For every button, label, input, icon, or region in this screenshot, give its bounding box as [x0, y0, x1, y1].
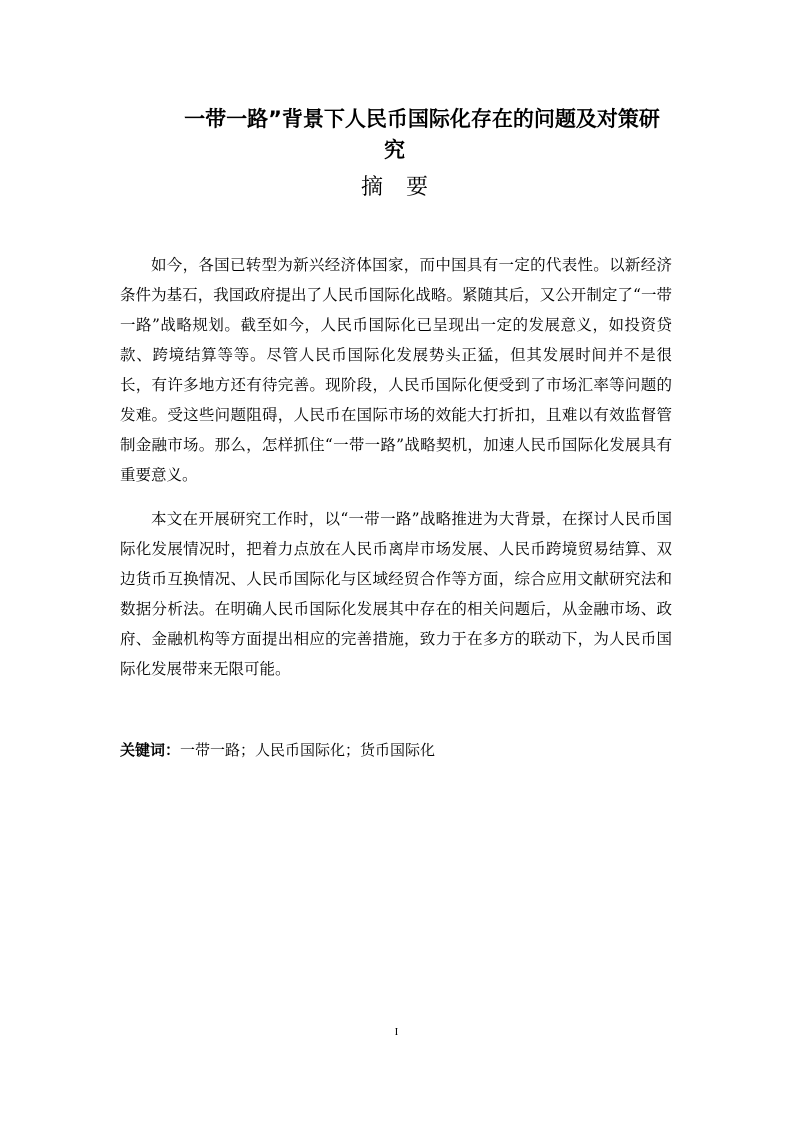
keywords-value: 一带一路；人民币国际化；货币国际化 [180, 741, 436, 759]
keywords-label: 关键词： [120, 741, 181, 759]
document-title [172, 104, 672, 166]
page-number: I [394, 1026, 399, 1038]
title-line-1: 一带一路”背景下人民币国际化存在的问题及对策研 [184, 107, 660, 131]
title-line-2: 究 [384, 138, 405, 162]
abstract-body [120, 250, 672, 698]
abstract-paragraph-2: 本文在开展研究工作时，以“一带一路”战略推进为大背景，在探讨人民币国际化发展情况时，把着力点放在人民币离岸市场发展、人民币跨境贸易结算、双边货币互换情况、人民币国际化与区域经贸合作等方面，综合应用文献研究法和数据分析法。在明确人民币国际化发展其中存在的相关问题后，从金融市场、政府、金融机构等方面提出相应的完善措施，致力于在多方的联动下，为人民币国际化发展带来无限可能。 [120, 510, 672, 678]
keywords-line [120, 736, 680, 764]
abstract-paragraph-1: 如今，各国已转型为新兴经济体国家，而中国具有一定的代表性。以新经济条件为基石，我国政府提出了人民币国际化战略。紧随其后，又公开制定了“一带一路”战略规划。截至如今，人民币国际化已呈现出一定的发展意义，如投资贷款、跨境结算等等。尽管人民币国际化发展势头正猛，但其发展时间并不是很长，有许多地方还有待完善。现阶段，人民币国际化便受到了市场汇率等问题的发难。受这些问题阻碍，人民币在国际市场的效能大打折扣，且难以有效监督管制金融市场。那么，怎样抓住“一带一路”战略契机，加速人民币国际化发展具有重要意义。 [120, 256, 672, 484]
abstract-heading: 摘 要 [361, 175, 436, 200]
